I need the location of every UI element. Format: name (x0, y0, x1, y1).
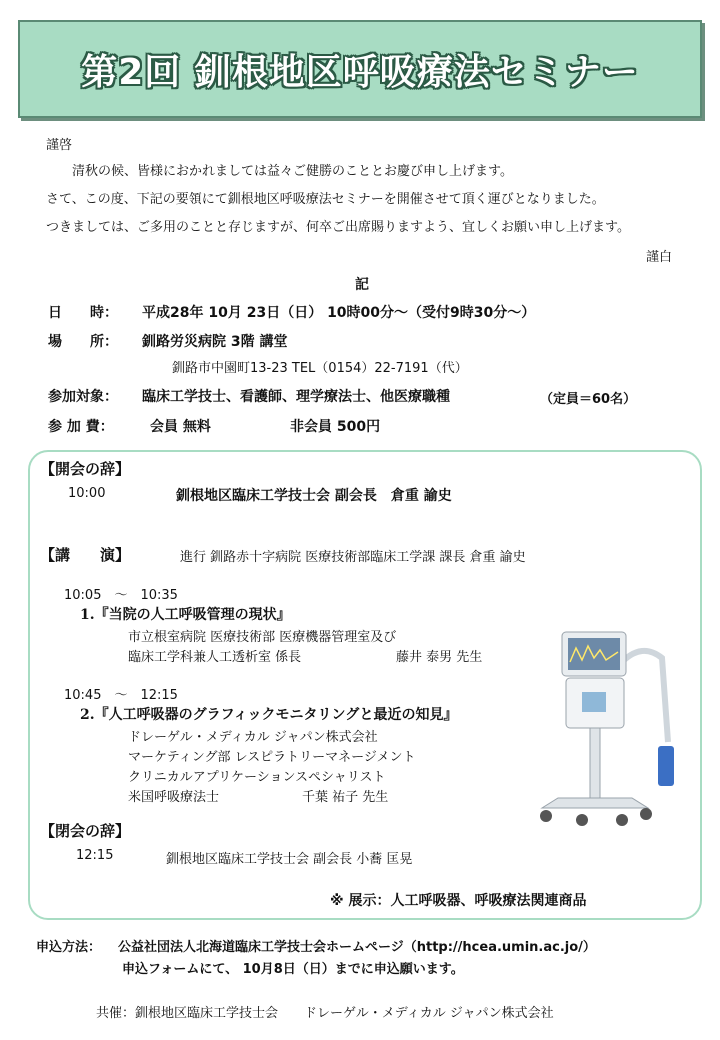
ki-heading: 記 (355, 277, 369, 293)
talk1-time: 10:05 ～ 10:35 (64, 588, 178, 603)
talk1-title: 1.『当院の人工呼吸管理の現状』 (80, 607, 291, 623)
talk1-speaker: 藤井 泰男 先生 (396, 650, 483, 665)
audience-capacity: （定員＝60名） (540, 392, 637, 407)
application-label: 申込方法： (36, 940, 102, 955)
application-line-2: 申込フォームにて、 10月8日（日）までに申込願います。 (122, 962, 464, 977)
talk2-affiliation-4: 米国呼吸療法士 (128, 790, 220, 805)
talk1-affiliation-1: 市立根室病院 医療技術部 医療機器管理室及び (128, 630, 397, 645)
fee-nonmember: 非会員 500円 (290, 419, 381, 435)
title-banner (18, 20, 702, 118)
letter-line-3: つきましては、ご多用のことと存じますが、何卒ご出席賜りますよう、宜しくお願い申し上げます。 (46, 220, 630, 235)
place-address: 釧路市中園町13-23 TEL（0154）22-7191（代） (172, 361, 468, 376)
talk2-time: 10:45 ～ 12:15 (64, 688, 178, 703)
audience-value: 臨床工学技士、看護師、理学療法士、他医療職種 (142, 389, 450, 405)
letter-line-2: さて、この度、下記の要領にて釧根地区呼吸療法セミナーを開催させて頂く運びとなりました。 (46, 192, 605, 207)
place-label: 場 所： (48, 334, 118, 350)
talk2-affiliation-1: ドレーゲル・メディカル ジャパン株式会社 (128, 730, 378, 745)
page-title: 第2回 釧根地区呼吸療法セミナー (81, 51, 639, 93)
letter-opening: 謹啓 (46, 138, 73, 153)
audience-label: 参加対象： (48, 389, 118, 405)
talk2-title: 2.『人工呼吸器のグラフィックモニタリングと最近の知見』 (80, 707, 458, 723)
closing-speaker: 釧根地区臨床工学技士会 副会長 小蕎 匡晃 (166, 852, 413, 867)
opening-heading: 【開会の辞】 (40, 460, 131, 478)
datetime-label: 日 時： (48, 305, 118, 321)
closing-heading: 【閉会の辞】 (40, 822, 131, 840)
ventilator-machine-icon (522, 622, 682, 832)
talk2-affiliation-2: マーケティング部 レスピラトリーマネージメント (128, 750, 416, 765)
talk2-affiliation-3: クリニカルアプリケーションスペシャリスト (128, 770, 386, 785)
fee-member: 会員 無料 (150, 419, 211, 435)
fee-label: 参 加 費： (48, 419, 114, 435)
lecture-heading: 【講 演】 (40, 546, 131, 564)
closing-time: 12:15 (76, 848, 114, 863)
letter-line-1: 清秋の候、皆様におかれましては益々ご健勝のこととお慶び申し上げます。 (72, 164, 513, 179)
application-line-1: 公益社団法人北海道臨床工学技士会ホームページ（http://hcea.umin.ac.jo/） (118, 940, 596, 955)
talk1-affiliation-2: 臨床工学科兼人工透析室 係長 (128, 650, 302, 665)
opening-time: 10:00 (68, 486, 106, 501)
datetime-value: 平成28年 10月 23日（日） 10時00分～（受付9時30分～） (142, 305, 536, 321)
opening-speaker: 釧根地区臨床工学技士会 副会長 倉重 諭史 (176, 488, 452, 504)
exhibit-note: ※ 展示：人工呼吸器、呼吸療法関連商品 (330, 893, 587, 909)
talk2-speaker: 千葉 祐子 先生 (302, 790, 389, 805)
sponsors-line: 共催：釧根地区臨床工学技士会 ドレーゲル・メディカル ジャパン株式会社 (96, 1006, 554, 1021)
lecture-moderator: 進行 釧路赤十字病院 医療技術部臨床工学課 課長 倉重 諭史 (180, 550, 526, 565)
place-value: 釧路労災病院 3階 講堂 (142, 334, 288, 350)
letter-closing: 謹白 (646, 250, 673, 265)
